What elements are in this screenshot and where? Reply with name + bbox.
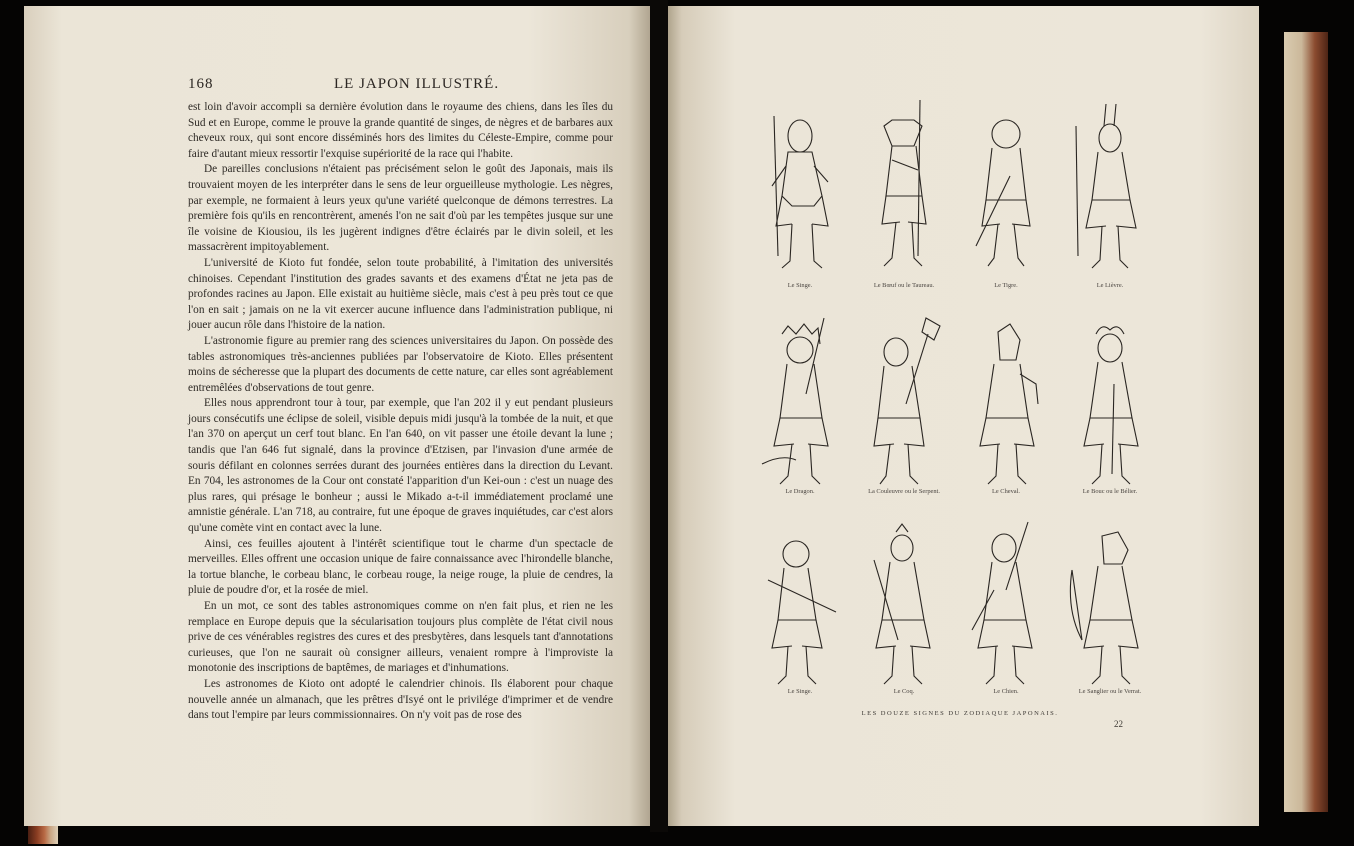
- zodiac-figure: [752, 314, 848, 494]
- tiger-warrior-icon: [958, 96, 1054, 276]
- zodiac-figure: [958, 520, 1054, 700]
- figure-caption: Le Singe.: [787, 688, 813, 695]
- zodiac-figure: [958, 314, 1054, 494]
- figure-caption: Le Bœuf ou le Taureau.: [873, 282, 935, 289]
- rooster-warrior-icon: [856, 520, 952, 700]
- figure-caption: Le Bouc ou le Bélier.: [1082, 488, 1138, 495]
- serpent-warrior-icon: [856, 314, 952, 494]
- figure-caption: Le Dragon.: [785, 488, 815, 495]
- zodiac-figure: [856, 96, 952, 289]
- zodiac-figure: [1062, 314, 1158, 494]
- figure-caption: Le Lièvre.: [1096, 282, 1124, 289]
- figure-caption: La Couleuvre ou le Serpent.: [868, 488, 940, 495]
- page-number: 168: [188, 76, 214, 92]
- zodiac-plate: [752, 96, 1160, 706]
- body-text: [188, 100, 613, 724]
- figure-caption: Le Chien.: [993, 688, 1019, 695]
- book-gutter: [650, 0, 668, 832]
- figure-caption: Le Singe.: [787, 282, 813, 289]
- zodiac-figure: [856, 520, 952, 700]
- zodiac-figure: [752, 96, 848, 289]
- zodiac-figure: [1062, 96, 1158, 289]
- zodiac-figure: [752, 520, 848, 700]
- paragraph: Les astronomes de Kioto ont adopté le calendrier chinois. Ils élaborent pour chaque nouvelle année un almanach, que les prêtres d'Isyé ont le privilége d'imprimer et de vendre dans tout l'empire par leurs commissionnaires. On n'y voit pas de rose des: [188, 677, 613, 722]
- plate-number: 22: [1114, 719, 1123, 729]
- ox-warrior-icon: [856, 96, 952, 276]
- zodiac-figure: [1062, 520, 1158, 700]
- running-title: LE JAPON ILLUSTRÉ.: [334, 76, 500, 92]
- figure-caption: Le Cheval.: [991, 488, 1021, 495]
- paragraph: L'astronomie figure au premier rang des sciences universitaires du Japon. On possède des tables astronomiques très-anciennes publiées par l'observatoire de Kioto. Elles présentent moins de sécheresse que la plupart des documents de cette nature, car elles sont agréablement entremêlées d'observations de tout genre.: [188, 334, 613, 394]
- monkey-warrior-icon: [752, 520, 848, 700]
- paragraph: Elles nous apprendront tour à tour, par exemple, que l'an 202 il y eut pendant plusieurs jours consécutifs une éclipse de soleil, visible depuis midi jusqu'à la tombée de la nuit, et que l'an 370 on aperçut un cerf tout blanc. En l'an 640, on vit passer une étoile devant la lune ; tandis que l'an 646 fut signalé, dans la province d'Etzisen, par l'invasion d'une armée de souris défilant en colonnes serrées durant des journées entières dans la direction du Levant. En 704, les astronomes de la Cour ont constaté l'apparition d'un Kei-oun : c'est un nuage des plus rares, qui présage le bonheur ; aussi le Mikado a-t-il immédiatement proclamé une amnistie générale. L'an 718, au contraire, fut une époque de graves inquiétudes, car c'est alors qu'une comète vint en contact avec la lune.: [188, 397, 613, 535]
- book-edge-right: [1284, 32, 1328, 812]
- running-head: [188, 76, 608, 94]
- paragraph: En un mot, ce sont des tables astronomiques comme on n'en fait plus, et rien ne les remplace en Europe depuis que la sécularisation toujours plus complète de l'état civil nous prive de ces vénérables registres des cures et des presbytères, dans lesquels tant d'annotations curieuses, que l'on ne saurait où consigner ailleurs, venaient rompre à l'improviste la monotonie des inscriptions de baptêmes, de mariages et d'inhumations.: [188, 600, 613, 675]
- ram-warrior-icon: [1062, 314, 1158, 494]
- dog-warrior-icon: [958, 520, 1054, 700]
- paragraph: L'université de Kioto fut fondée, selon toute probabilité, à l'imitation des universités chinoises. Cependant l'institution des grades savants et des examens d'État ne jeta pas de profondes racines au Japon. Elle existait au huitième siècle, mais c'est à peu près tout ce que l'on en sait ; jamais on ne la vit exercer aucune influence dans l'administration publique, ni jouer aucun rôle dans l'histoire de la nation.: [188, 256, 613, 332]
- zodiac-figure: [856, 314, 952, 494]
- rat-warrior-icon: [752, 96, 848, 276]
- paragraph: est loin d'avoir accompli sa dernière évolution dans le royaume des chiens, dans les îles du Sud et en Europe, comme le prouve la grande quantité de singes, de nègres et de barbares aux cheveux roux, qui sont encore disséminés hors des limites du Céleste-Empire, comme pour faire d'autant mieux ressortir l'exquise supériorité de la race qui l'habite.: [188, 101, 613, 160]
- zodiac-figure: [958, 96, 1054, 289]
- plate-title: LES DOUZE SIGNES DU ZODIAQUE JAPONAIS.: [861, 710, 1059, 717]
- figure-caption: Le Tigre.: [994, 282, 1018, 289]
- boar-warrior-icon: [1062, 520, 1158, 700]
- dragon-warrior-icon: [752, 314, 848, 494]
- figure-caption: Le Coq.: [893, 688, 915, 695]
- paragraph: De pareilles conclusions n'étaient pas précisément selon le goût des Japonais, mais ils trouvaient moyen de les interpréter dans le sens de leur orgueilleuse mythologie. Les nègres, par exemple, ne formaient à leurs yeux qu'une variété quelconque de démons terrestres. La première fois qu'ils en rencontrèrent, amenés l'on ne sait d'où par les tempêtes jusque sur une île voisine de Kiousiou, ils les jugèrent indignes d'être éclairés par le divin soleil, et les massacrèrent impitoyablement.: [188, 163, 613, 254]
- hare-warrior-icon: [1062, 96, 1158, 276]
- figure-caption: Le Sanglier ou le Verrat.: [1078, 688, 1142, 695]
- paragraph: Ainsi, ces feuilles ajoutent à l'intérêt scientifique tout le charme d'un spectacle de merveilles. Elles offrent une occasion unique de faire connaissance avec l'hirondelle blanche, la tortue blanche, le corbeau blanc, le corbeau rouge, la neige rouge, la pluie de cendres, la pluie de poudre d'or, et la rosée de miel.: [188, 537, 613, 597]
- horse-warrior-icon: [958, 314, 1054, 494]
